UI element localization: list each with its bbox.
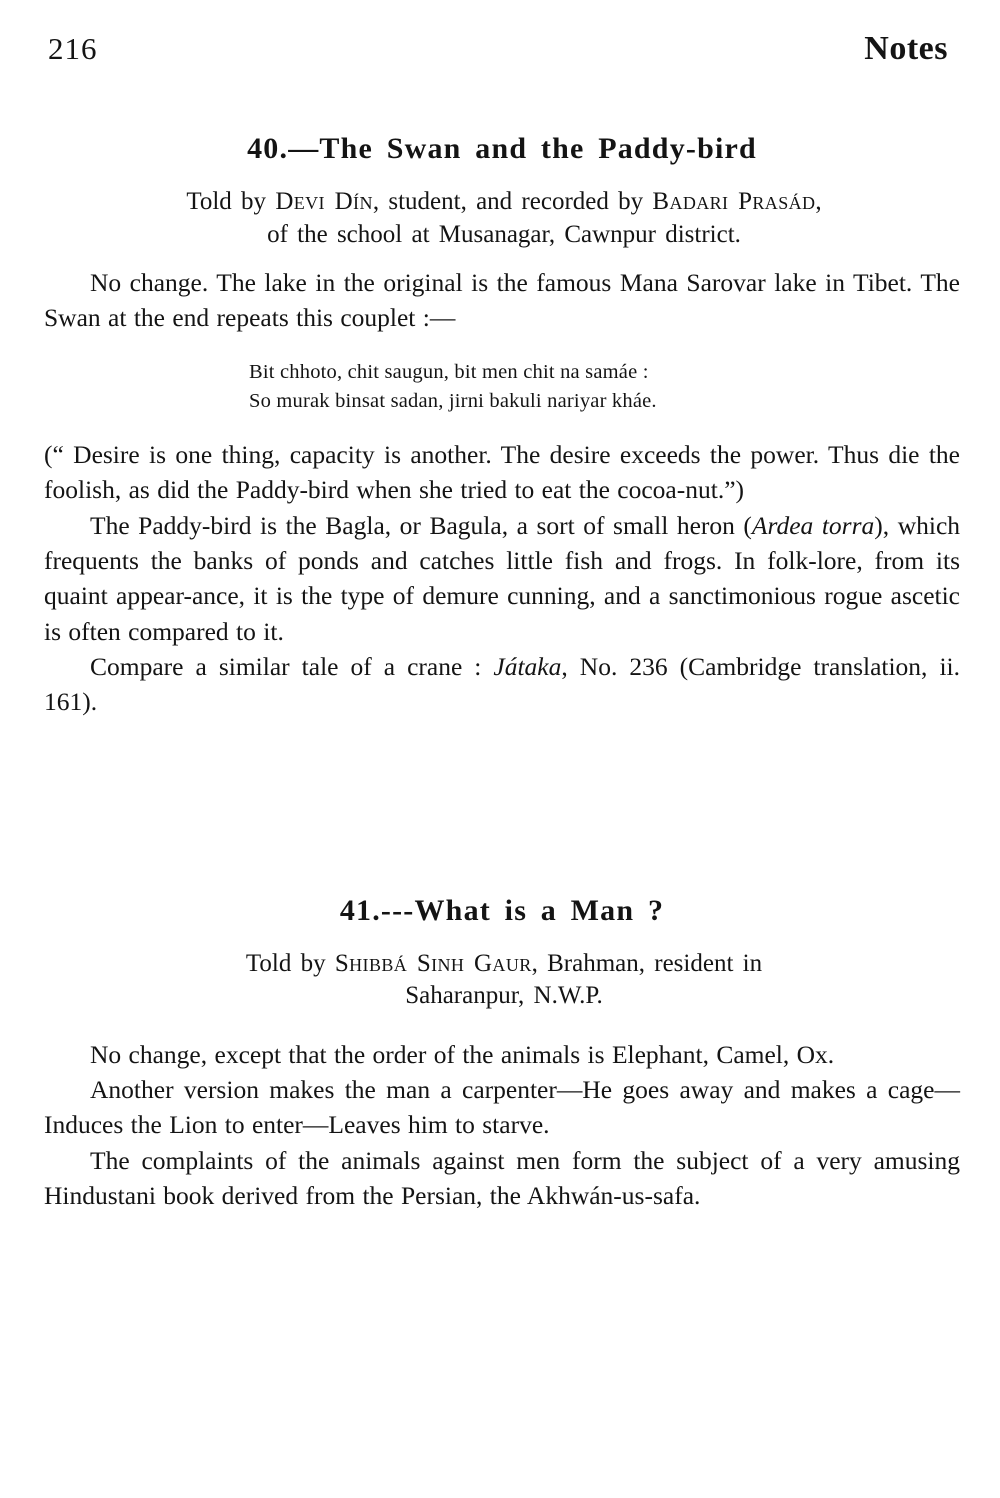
section-41-title: 41.---What is a Man ?: [339, 893, 665, 927]
section-41-paragraph-1: No change, except that the order of the animals is Elephant, Camel, Ox.: [90, 1039, 835, 1069]
section-41-paragraph-2: Another version makes the man a carpenter—He goes away and makes a cage—Induces the Lion to enter—Leaves him to starve.: [44, 1074, 960, 1140]
section-40-paragraph-1: No change. The lake in the original is the famous Mana Sarovar lake in Tibet. The Swan at the end repeats this couplet :—: [44, 268, 960, 333]
section-40: [44, 132, 960, 720]
section-40-paragraph-4: Compare a similar tale of a crane : Játaka, No. 236 (Cambridge translation, ii. 161).: [44, 651, 960, 717]
section-41-attribution: [52, 948, 956, 1013]
verse-line-2: So murak binsat sadan, jirni bakuli nariyar kháe.: [249, 390, 657, 413]
attribution-text-pre: Told by: [186, 188, 276, 215]
page-number: 216: [48, 31, 98, 66]
attribution-text-post: ,: [815, 188, 822, 215]
section-40-paragraph-2: (“ Desire is one thing, capacity is another. The desire exceeds the power. Thus die the foolish, as did the Paddy-bird when she tried to eat the cocoa-nut.”): [44, 440, 960, 505]
attribution-text-pre-2: Told by: [245, 949, 335, 977]
section-41: [44, 894, 960, 1214]
attribution-second-line-2: Saharanpur, N.W.P.: [405, 982, 603, 1010]
section-41-paragraph-3: The complaints of the animals against men form the subject of a very amusing Hindustani book derived from the Persian, the Akhwán-us-safa.: [44, 1145, 960, 1210]
recorder-name: Badari Prasád: [652, 188, 816, 215]
section-40-paragraph-3: The Paddy-bird is the Bagla, or Bagula, a sort of small heron (Ardea torra), which frequents the banks of ponds and catches little fish and frogs. In folk-lore, from its quaint appear-ance, it is the type of demure cunning, and a sanctimonious rogue ascetic is often compared to it.: [44, 510, 961, 646]
teller-name: Devi Dín: [275, 188, 373, 215]
attribution-text-mid-2: , Brahman, resident in: [531, 949, 763, 977]
attribution-second-line: of the school at Musanagar, Cawnpur district.: [267, 220, 741, 248]
verse-line-1: Bit chhoto, chit saugun, bit men chit na samáe :: [249, 360, 649, 383]
running-head: [44, 30, 960, 90]
section-40-attribution: [52, 186, 956, 251]
section-40-title: 40.—The Swan and the Paddy-bird: [247, 132, 757, 165]
attribution-text-mid: , student, and recorded by: [372, 188, 653, 215]
section-divider-space: [44, 720, 960, 806]
paragraph-gap: [44, 1027, 960, 1037]
running-head-title: Notes: [864, 30, 948, 67]
section-40-verse: [44, 358, 960, 417]
teller-name-2: Shibbá Sinh Gaur: [334, 949, 532, 977]
